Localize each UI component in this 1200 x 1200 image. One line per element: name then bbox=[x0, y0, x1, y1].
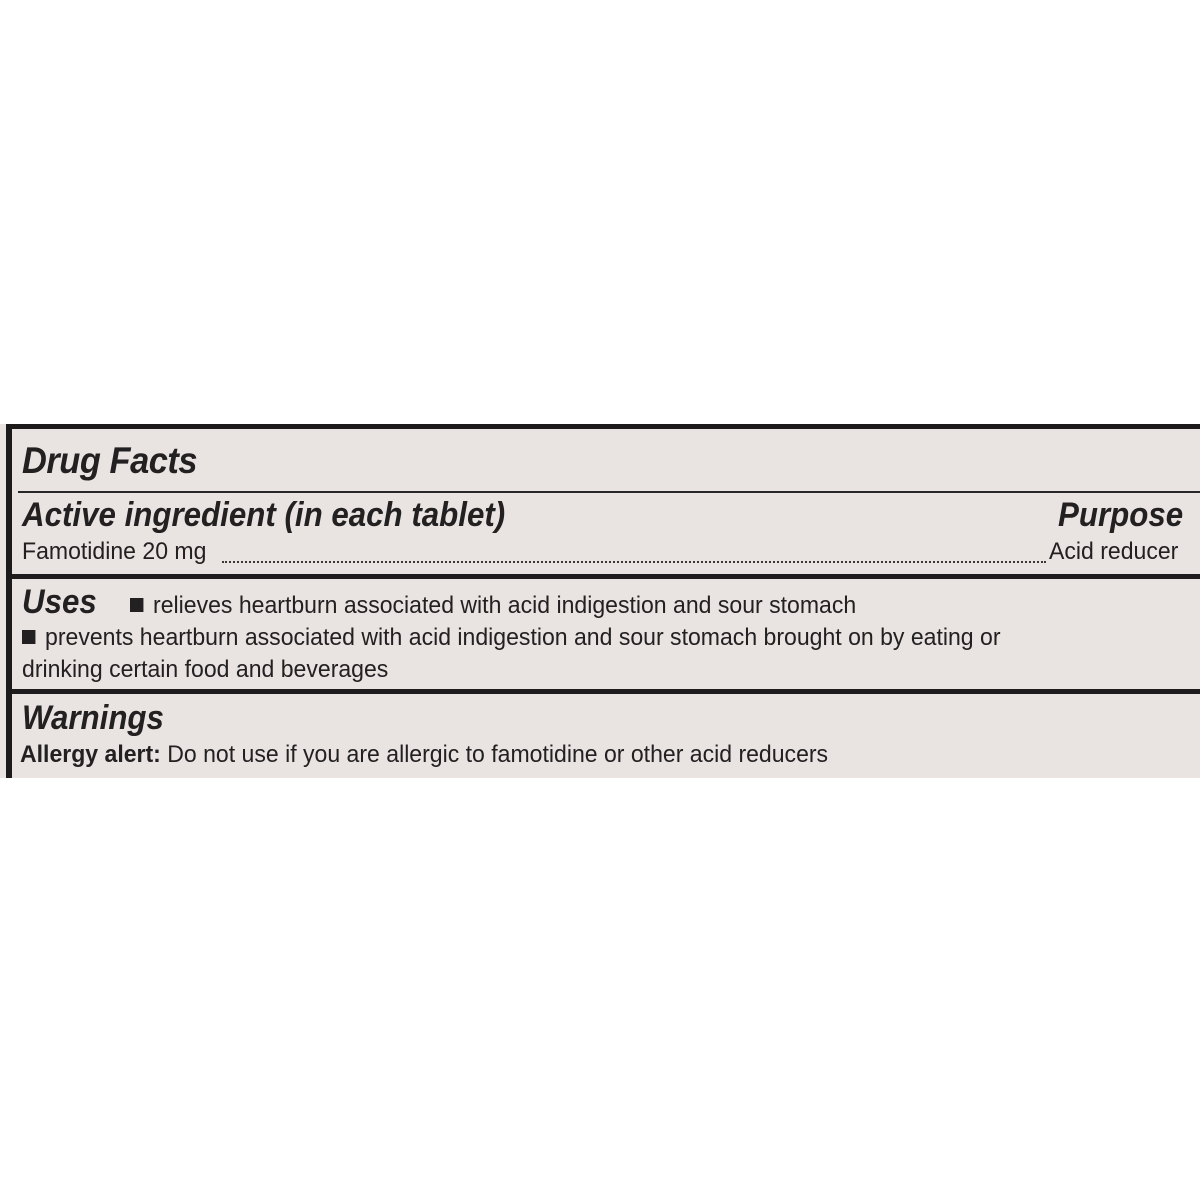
uses-heading: Uses bbox=[22, 583, 97, 621]
uses-item-continuation: drinking certain food and beverages bbox=[22, 656, 389, 683]
title-divider bbox=[18, 491, 1200, 493]
bullet-square-icon bbox=[22, 630, 35, 644]
bullet-square-icon bbox=[130, 598, 143, 612]
drug-facts-title: Drug Facts bbox=[22, 440, 198, 481]
dot-leader bbox=[222, 561, 1046, 563]
ingredient-name: Famotidine 20 mg bbox=[22, 538, 207, 565]
allergy-alert-text: Do not use if you are allergic to famotidine or other acid reducers bbox=[167, 741, 829, 768]
uses-item-text: relieves heartburn associated with acid indigestion and sour stomach bbox=[153, 592, 857, 619]
section-divider-uses bbox=[12, 574, 1200, 579]
section-divider-warnings bbox=[12, 689, 1200, 694]
active-ingredient-heading: Active ingredient (in each tablet) bbox=[22, 496, 506, 534]
allergy-alert-label: Allergy alert: bbox=[20, 741, 161, 768]
allergy-alert bbox=[20, 741, 828, 769]
uses-item-text: prevents heartburn associated with acid indigestion and sour stomach brought on by eating or bbox=[45, 624, 1001, 651]
uses-item bbox=[22, 624, 1001, 652]
ingredient-purpose: Acid reducer bbox=[1049, 538, 1179, 565]
purpose-heading: Purpose bbox=[1058, 496, 1184, 534]
warnings-heading: Warnings bbox=[22, 699, 164, 737]
uses-item bbox=[130, 592, 856, 620]
